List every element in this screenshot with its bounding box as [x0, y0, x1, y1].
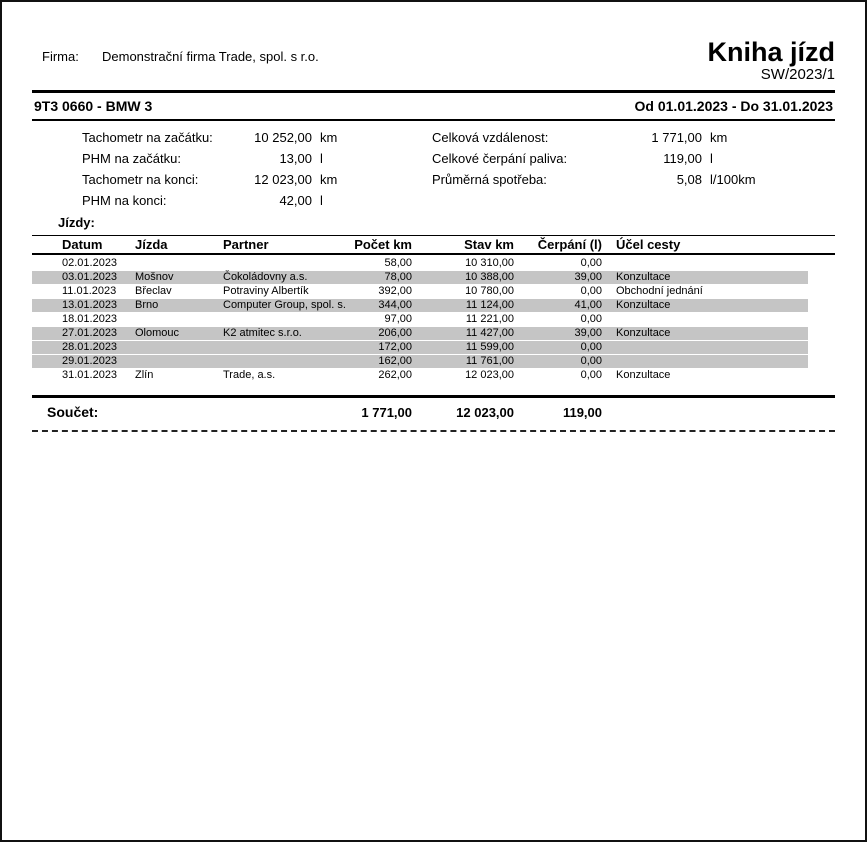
vehicle-line — [32, 93, 835, 119]
trip-datum: 28.01.2023 — [62, 341, 118, 353]
trip-ucel: Konzultace — [616, 271, 671, 283]
trip-partner: K2 atmitec s.r.o. — [223, 327, 302, 339]
col-header-datum: Datum — [62, 237, 103, 252]
summary-value: 13,00 — [279, 151, 312, 166]
trip-cerpani: 0,00 — [580, 369, 602, 381]
trip-partner: Potraviny Albertík — [223, 285, 309, 297]
total-stav-km: 12 023,00 — [456, 404, 514, 420]
summary-left-column — [82, 127, 357, 211]
trip-stav-km: 10 310,00 — [465, 257, 514, 269]
summary-row — [432, 148, 762, 169]
trip-pocet-km: 262,00 — [378, 369, 412, 381]
trip-stav-km: 11 599,00 — [465, 341, 514, 353]
trip-jizda: Mošnov — [135, 271, 174, 283]
firma-line — [32, 49, 319, 64]
trip-datum: 27.01.2023 — [62, 327, 118, 339]
trip-cerpani: 39,00 — [574, 271, 602, 283]
summary-label: Průměrná spotřeba: — [432, 172, 547, 187]
trips-section-label: Jízdy: — [58, 215, 95, 230]
summary-unit: km — [710, 130, 728, 145]
trip-pocet-km: 206,00 — [378, 327, 412, 339]
trip-datum: 03.01.2023 — [62, 271, 118, 283]
trip-datum: 31.01.2023 — [62, 369, 118, 381]
summary-label: Tachometr na začátku: — [82, 130, 213, 145]
trip-ucel: Konzultace — [616, 369, 671, 381]
table-row — [32, 355, 808, 369]
trip-cerpani: 0,00 — [580, 355, 602, 367]
trip-pocet-km: 97,00 — [384, 313, 412, 325]
table-header-row — [32, 235, 835, 255]
summary-row — [432, 127, 762, 148]
summary-value: 12 023,00 — [254, 172, 312, 187]
summary-value: 10 252,00 — [254, 130, 312, 145]
summary-unit: l — [320, 151, 323, 166]
summary-unit: km — [320, 130, 338, 145]
trip-pocet-km: 392,00 — [378, 285, 412, 297]
trip-cerpani: 0,00 — [580, 341, 602, 353]
trip-jizda: Zlín — [135, 369, 154, 381]
trip-cerpani: 0,00 — [580, 313, 602, 325]
table-row — [32, 285, 808, 299]
trip-jizda: Olomouc — [135, 327, 180, 339]
trip-partner: Trade, a.s. — [223, 369, 276, 381]
table-body — [32, 255, 835, 383]
trips-table — [32, 235, 835, 383]
trip-cerpani: 39,00 — [574, 327, 602, 339]
totals-row — [32, 398, 835, 426]
summary-row — [82, 190, 357, 211]
end-divider — [32, 430, 835, 432]
vehicle-period: Od 01.01.2023 - Do 31.01.2023 — [634, 98, 833, 114]
trip-cerpani: 41,00 — [574, 299, 602, 311]
trip-pocet-km: 78,00 — [384, 271, 412, 283]
summary-value: 1 771,00 — [651, 130, 702, 145]
firma-label: Firma: — [42, 49, 79, 64]
trip-stav-km: 10 780,00 — [465, 285, 514, 297]
trip-stav-km: 10 388,00 — [465, 271, 514, 283]
trip-pocet-km: 344,00 — [378, 299, 412, 311]
trip-pocet-km: 58,00 — [384, 257, 412, 269]
trip-datum: 11.01.2023 — [62, 285, 117, 297]
vehicle-divider — [32, 119, 835, 121]
summary-right-column — [432, 127, 762, 211]
summary-label: PHM na konci: — [82, 193, 167, 208]
trip-partner: Čokoládovny a.s. — [223, 271, 308, 283]
summary-label: PHM na začátku: — [82, 151, 181, 166]
table-row — [32, 257, 808, 271]
trip-ucel: Obchodní jednání — [616, 285, 703, 297]
trip-cerpani: 0,00 — [580, 257, 602, 269]
col-header-cerpani: Čerpání (l) — [537, 237, 602, 252]
summary-value: 119,00 — [663, 151, 702, 166]
summary-label: Celková vzdálenost: — [432, 130, 549, 145]
trip-ucel: Konzultace — [616, 327, 671, 339]
summary-row — [82, 127, 357, 148]
summary-unit: l — [710, 151, 713, 166]
trip-datum: 13.01.2023 — [62, 299, 118, 311]
col-header-stav-km: Stav km — [464, 237, 514, 252]
table-row — [32, 341, 808, 355]
table-row — [32, 271, 808, 285]
col-header-ucel: Účel cesty — [616, 237, 681, 252]
total-label: Součet: — [47, 404, 99, 420]
trip-stav-km: 11 124,00 — [465, 299, 514, 311]
table-row — [32, 299, 808, 313]
trip-pocet-km: 172,00 — [378, 341, 412, 353]
col-header-pocet-km: Počet km — [354, 237, 412, 252]
trip-jizda: Brno — [135, 299, 159, 311]
summary-label: Celkové čerpání paliva: — [432, 151, 568, 166]
trip-datum: 02.01.2023 — [62, 257, 118, 269]
trip-datum: 18.01.2023 — [62, 313, 118, 325]
summary-label: Tachometr na konci: — [82, 172, 199, 187]
col-header-partner: Partner — [223, 237, 269, 252]
trip-stav-km: 11 221,00 — [465, 313, 514, 325]
trip-stav-km: 11 761,00 — [465, 355, 514, 367]
table-row — [32, 369, 808, 383]
trip-stav-km: 11 427,00 — [465, 327, 514, 339]
summary-value: 5,08 — [676, 172, 702, 187]
report-title: Kniha jízd — [707, 37, 835, 67]
summary-value: 42,00 — [279, 193, 312, 208]
table-row — [32, 327, 808, 341]
col-header-jizda: Jízda — [135, 237, 168, 252]
trip-jizda: Břeclav — [135, 285, 172, 297]
trip-cerpani: 0,00 — [580, 285, 602, 297]
summary-row — [82, 148, 357, 169]
trip-partner: Computer Group, spol. s. — [223, 299, 346, 311]
summary-row — [432, 169, 762, 190]
table-row — [32, 313, 808, 327]
trip-datum: 29.01.2023 — [62, 355, 118, 367]
trip-stav-km: 12 023,00 — [465, 369, 514, 381]
summary-unit: l — [320, 193, 323, 208]
total-cerpani: 119,00 — [562, 404, 602, 420]
firma-value: Demonstrační firma Trade, spol. s r.o. — [102, 49, 319, 64]
doc-number: SW/2023/1 — [760, 66, 835, 83]
title-block — [708, 38, 836, 84]
summary-unit: km — [320, 172, 338, 187]
trip-pocet-km: 162,00 — [378, 355, 412, 367]
total-pocet-km: 1 771,00 — [361, 404, 412, 420]
summary-unit: l/100km — [710, 172, 756, 187]
summary-row — [82, 169, 357, 190]
report-header — [32, 2, 835, 84]
vehicle-name: 9T3 0660 - BMW 3 — [34, 98, 153, 114]
summary-section — [32, 127, 835, 211]
trip-ucel: Konzultace — [616, 299, 671, 311]
